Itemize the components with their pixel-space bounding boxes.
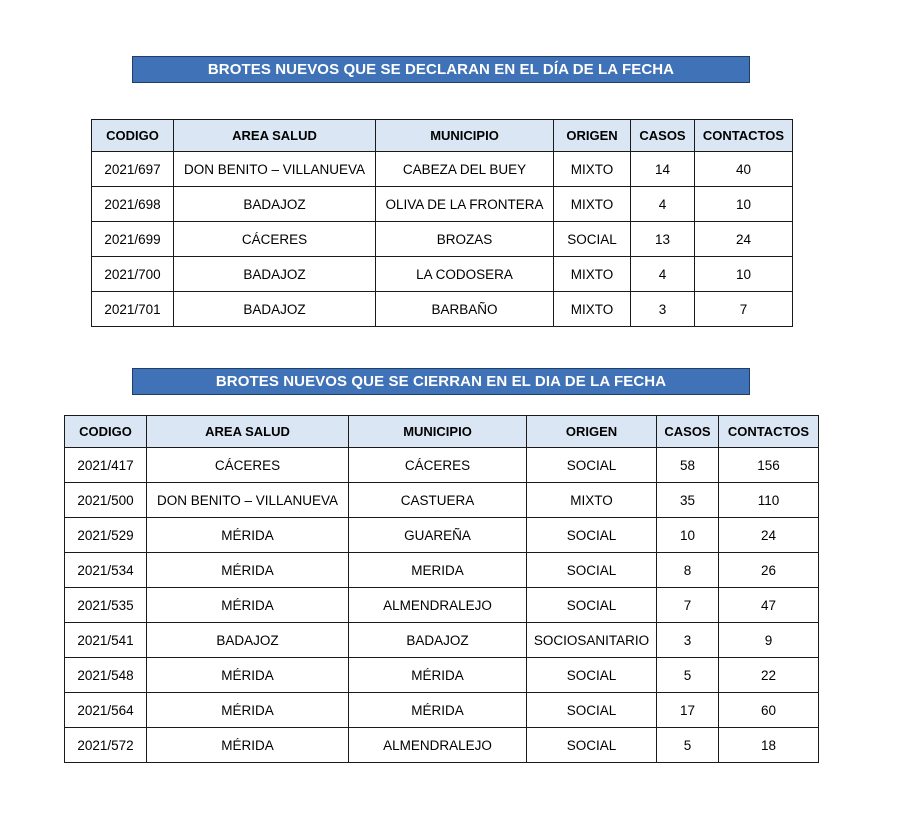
cell-contactos: 7 <box>695 292 793 327</box>
cell-contactos: 22 <box>719 658 819 693</box>
column-header-area-salud: AREA SALUD <box>174 120 376 152</box>
cell-casos: 3 <box>631 292 695 327</box>
cell-casos: 8 <box>657 553 719 588</box>
cell-codigo: 2021/541 <box>65 623 147 658</box>
table-row <box>92 257 793 292</box>
column-header-contactos: CONTACTOS <box>719 416 819 448</box>
cell-codigo: 2021/529 <box>65 518 147 553</box>
cell-codigo: 2021/572 <box>65 728 147 763</box>
cell-area-salud: BADAJOZ <box>147 623 349 658</box>
cell-area-salud: MÉRIDA <box>147 728 349 763</box>
table-row <box>65 553 819 588</box>
table-row <box>92 152 793 187</box>
cell-area-salud: BADAJOZ <box>174 292 376 327</box>
cell-contactos: 9 <box>719 623 819 658</box>
cell-codigo: 2021/699 <box>92 222 174 257</box>
declared-outbreaks-table <box>91 119 793 327</box>
cell-municipio: BARBAÑO <box>376 292 554 327</box>
cell-casos: 17 <box>657 693 719 728</box>
table-row <box>65 588 819 623</box>
cell-municipio: ALMENDRALEJO <box>349 728 527 763</box>
cell-origen: SOCIAL <box>527 728 657 763</box>
table-header-row <box>65 416 819 448</box>
table-row <box>92 222 793 257</box>
cell-municipio: MERIDA <box>349 553 527 588</box>
cell-municipio: CÁCERES <box>349 448 527 483</box>
cell-casos: 35 <box>657 483 719 518</box>
cell-codigo: 2021/701 <box>92 292 174 327</box>
cell-contactos: 47 <box>719 588 819 623</box>
cell-contactos: 18 <box>719 728 819 763</box>
cell-contactos: 10 <box>695 257 793 292</box>
cell-casos: 58 <box>657 448 719 483</box>
cell-origen: MIXTO <box>554 152 631 187</box>
cell-area-salud: DON BENITO – VILLANUEVA <box>174 152 376 187</box>
cell-codigo: 2021/564 <box>65 693 147 728</box>
cell-municipio: MÉRIDA <box>349 658 527 693</box>
cell-area-salud: BADAJOZ <box>174 257 376 292</box>
column-header-municipio: MUNICIPIO <box>349 416 527 448</box>
table-row <box>65 693 819 728</box>
cell-origen: SOCIAL <box>527 518 657 553</box>
cell-codigo: 2021/535 <box>65 588 147 623</box>
cell-codigo: 2021/500 <box>65 483 147 518</box>
cell-area-salud: MÉRIDA <box>147 693 349 728</box>
cell-municipio: ALMENDRALEJO <box>349 588 527 623</box>
table-row <box>65 518 819 553</box>
cell-municipio: GUAREÑA <box>349 518 527 553</box>
cell-contactos: 156 <box>719 448 819 483</box>
cell-contactos: 24 <box>719 518 819 553</box>
column-header-origen: ORIGEN <box>554 120 631 152</box>
table-row <box>65 448 819 483</box>
declared-outbreaks-title: BROTES NUEVOS QUE SE DECLARAN EN EL DÍA DE LA FECHA <box>132 56 750 83</box>
cell-origen: MIXTO <box>527 483 657 518</box>
column-header-casos: CASOS <box>631 120 695 152</box>
cell-area-salud: MÉRIDA <box>147 588 349 623</box>
table-row <box>65 623 819 658</box>
table-row <box>92 187 793 222</box>
cell-contactos: 110 <box>719 483 819 518</box>
cell-casos: 4 <box>631 257 695 292</box>
cell-area-salud: BADAJOZ <box>174 187 376 222</box>
cell-codigo: 2021/548 <box>65 658 147 693</box>
cell-casos: 14 <box>631 152 695 187</box>
cell-origen: SOCIOSANITARIO <box>527 623 657 658</box>
closed-outbreaks-title: BROTES NUEVOS QUE SE CIERRAN EN EL DIA DE LA FECHA <box>132 368 750 395</box>
table-header-row <box>92 120 793 152</box>
cell-contactos: 26 <box>719 553 819 588</box>
cell-codigo: 2021/534 <box>65 553 147 588</box>
cell-codigo: 2021/417 <box>65 448 147 483</box>
cell-origen: SOCIAL <box>527 553 657 588</box>
cell-casos: 7 <box>657 588 719 623</box>
cell-origen: MIXTO <box>554 257 631 292</box>
table-row <box>65 728 819 763</box>
cell-area-salud: DON BENITO – VILLANUEVA <box>147 483 349 518</box>
cell-origen: SOCIAL <box>527 693 657 728</box>
cell-casos: 10 <box>657 518 719 553</box>
closed-outbreaks-table <box>64 415 819 763</box>
cell-area-salud: CÁCERES <box>174 222 376 257</box>
cell-municipio: BADAJOZ <box>349 623 527 658</box>
cell-casos: 3 <box>657 623 719 658</box>
cell-codigo: 2021/698 <box>92 187 174 222</box>
cell-contactos: 24 <box>695 222 793 257</box>
cell-area-salud: CÁCERES <box>147 448 349 483</box>
cell-origen: MIXTO <box>554 187 631 222</box>
column-header-codigo: CODIGO <box>92 120 174 152</box>
cell-municipio: CASTUERA <box>349 483 527 518</box>
cell-casos: 5 <box>657 728 719 763</box>
cell-origen: SOCIAL <box>527 448 657 483</box>
cell-area-salud: MÉRIDA <box>147 553 349 588</box>
column-header-codigo: CODIGO <box>65 416 147 448</box>
cell-casos: 5 <box>657 658 719 693</box>
table-row <box>65 658 819 693</box>
cell-origen: MIXTO <box>554 292 631 327</box>
cell-municipio: OLIVA DE LA FRONTERA <box>376 187 554 222</box>
cell-codigo: 2021/700 <box>92 257 174 292</box>
cell-area-salud: MÉRIDA <box>147 658 349 693</box>
column-header-area-salud: AREA SALUD <box>147 416 349 448</box>
cell-origen: SOCIAL <box>554 222 631 257</box>
table-row <box>92 292 793 327</box>
column-header-casos: CASOS <box>657 416 719 448</box>
cell-contactos: 10 <box>695 187 793 222</box>
cell-municipio: LA CODOSERA <box>376 257 554 292</box>
cell-municipio: MÉRIDA <box>349 693 527 728</box>
cell-area-salud: MÉRIDA <box>147 518 349 553</box>
cell-casos: 13 <box>631 222 695 257</box>
column-header-origen: ORIGEN <box>527 416 657 448</box>
cell-municipio: BROZAS <box>376 222 554 257</box>
cell-contactos: 40 <box>695 152 793 187</box>
cell-origen: SOCIAL <box>527 588 657 623</box>
cell-origen: SOCIAL <box>527 658 657 693</box>
cell-casos: 4 <box>631 187 695 222</box>
cell-codigo: 2021/697 <box>92 152 174 187</box>
column-header-contactos: CONTACTOS <box>695 120 793 152</box>
table-row <box>65 483 819 518</box>
cell-municipio: CABEZA DEL BUEY <box>376 152 554 187</box>
column-header-municipio: MUNICIPIO <box>376 120 554 152</box>
cell-contactos: 60 <box>719 693 819 728</box>
